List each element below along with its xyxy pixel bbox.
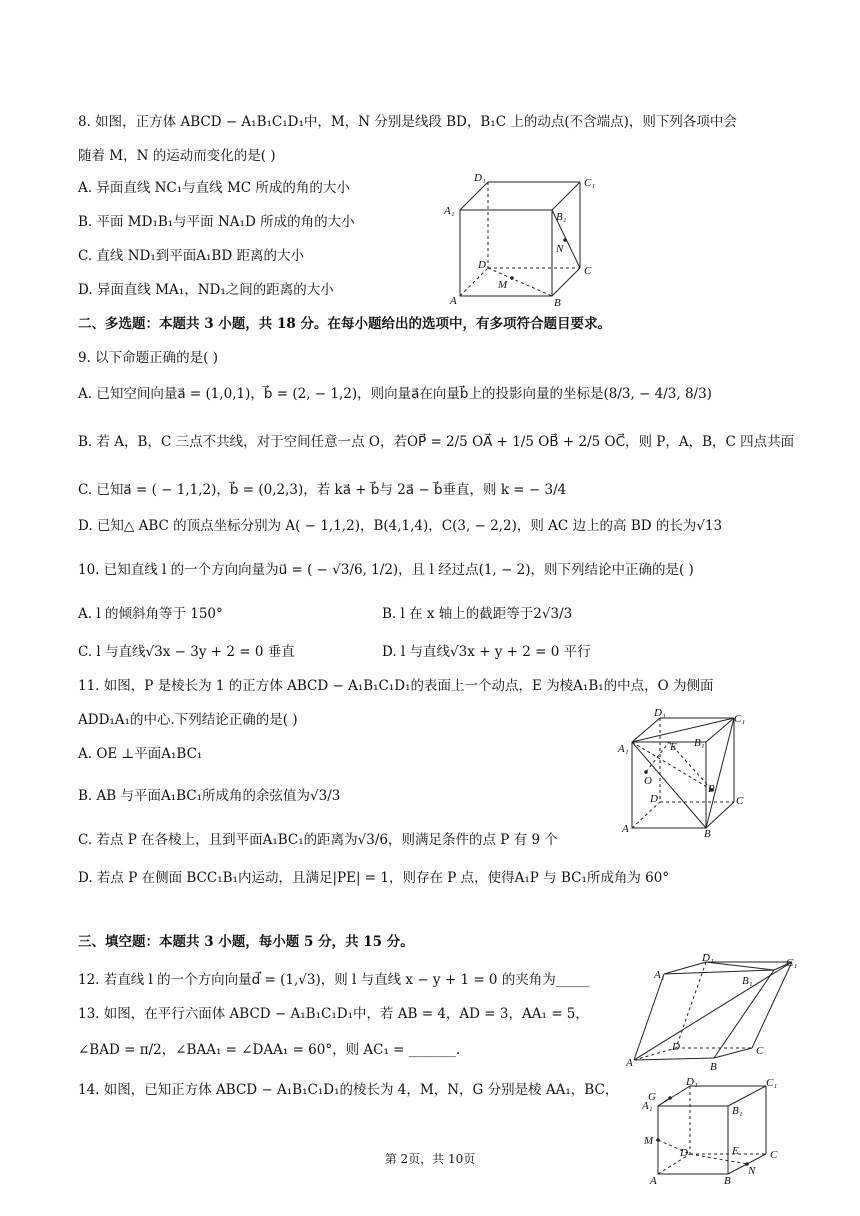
q9-option-c: C. 已知a⃗ = ( − 1,1,2)，b⃗ = (0,2,3)，若 ka⃗ + b⃗与 2a⃗ − b⃗垂直，则 k = − 3/4: [78, 482, 567, 498]
q9-option-b: B. 若 A，B，C 三点不共线，对于空间任意一点 O，若OP⃗ = 2/5 OA⃗ + 1/5 OB⃗ + 2/5 OC⃗，则 P，A，B，C 四点共面: [78, 434, 795, 450]
q8-label-b: B: [554, 297, 561, 308]
q8-label-a1: A₁: [444, 205, 455, 217]
q14-label-b: B: [724, 1175, 731, 1187]
q14-label-g: G: [648, 1091, 656, 1103]
q8-label-n: N: [556, 243, 564, 255]
q11-label-a: A: [622, 823, 629, 835]
q14-label-n: N: [748, 1165, 756, 1177]
q8-label-a: A: [450, 295, 457, 307]
q8-label-b1: B₁: [556, 211, 567, 223]
q14-cube-figure: [640, 1076, 790, 1188]
q11-stem-line2: ADD₁A₁的中心.下列结论正确的是( ): [78, 712, 298, 728]
q13-stem-line1: 13. 如图，在平行六面体 ABCD − A₁B₁C₁D₁中，若 AB = 4，AD = 3，AA₁ = 5，: [78, 1006, 589, 1022]
q11-label-a1: A₁: [618, 743, 629, 755]
q10-option-b: B. l 在 x 轴上的截距等于2√3/3: [382, 606, 573, 622]
q13-label-c1: C₁: [786, 957, 798, 969]
q8-option-d: D. 异面直线 MA₁，ND₁之间的距离的大小: [78, 282, 334, 298]
q8-stem-line2: 随着 M，N 的运动而变化的是( ): [78, 148, 276, 164]
q8-label-m: M: [498, 279, 508, 291]
q11-option-a: A. OE ⊥平面A₁BC₁: [78, 746, 203, 762]
q9-option-d: D. 已知△ ABC 的顶点坐标分别为 A( − 1,1,2)，B(4,1,4)，C(3, − 2,2)，则 AC 边上的高 BD 的长为√13: [78, 518, 723, 534]
q13-stem-line2: ∠BAD = π/2，∠BAA₁ = ∠DAA₁ = 60°，则 AC₁ = _______.: [78, 1042, 461, 1058]
q13-label-a: A: [626, 1057, 633, 1069]
q11-label-c1: C₁: [734, 713, 746, 725]
q14-label-a1: A₁: [642, 1100, 653, 1112]
q13-label-a1: A₁: [654, 969, 665, 981]
q14-stem: 14. 如图，已知正方体 ABCD − A₁B₁C₁D₁的棱长为 4，M，N，G 分别是棱 AA₁，BC，: [78, 1082, 619, 1098]
q10-option-d: D. l 与直线√3x + y + 2 = 0 平行: [382, 644, 591, 660]
section2-heading: 二、多选题：本题共 3 小题，共 18 分。在每小题给出的选项中，有多项符合题目要求。: [78, 316, 611, 332]
q14-label-d1: D₁: [686, 1076, 698, 1088]
q13-label-d1: D₁: [702, 952, 714, 964]
q11-label-d1: D₁: [654, 707, 666, 719]
q14-label-b1: B₁: [732, 1105, 743, 1117]
q8-option-b: B. 平面 MD₁B₁与平面 NA₁D 所成的角的大小: [78, 214, 355, 230]
q11-option-d: D. 若点 P 在侧面 BCC₁B₁内运动，且满足|PE| = 1，则存在 P 点，使得A₁P 与 BC₁所成角为 60°: [78, 870, 670, 886]
section3-heading: 三、填空题：本题共 3 小题，每小题 5 分，共 15 分。: [78, 934, 414, 950]
q14-label-c: C: [770, 1149, 778, 1161]
q8-label-c: C: [584, 265, 592, 277]
q8-label-c1: C₁: [584, 177, 596, 189]
q13-label-b1: B₁: [742, 975, 753, 987]
q8-cube-figure: [440, 168, 610, 308]
q11-label-e: E: [670, 741, 677, 753]
q11-stem-line1: 11. 如图，P 是棱长为 1 的正方体 ABCD − A₁B₁C₁D₁的表面上一个动点，E 为棱A₁B₁的中点，O 为侧面: [78, 678, 714, 694]
q13-label-b: B: [710, 1061, 717, 1072]
q8-label-d1: D₁: [474, 172, 486, 184]
q10-option-c: C. l 与直线√3x − 3y + 2 = 0 垂直: [78, 644, 295, 660]
q12-stem: 12. 若直线 l 的一个方向向量d⃗ = (1,√3)，则 l 与直线 x − y + 1 = 0 的夹角为_____: [78, 972, 590, 988]
q8-option-a: A. 异面直线 NC₁与直线 MC 所成的角的大小: [78, 180, 350, 196]
page-footer: 第 2页，共 10页: [384, 1152, 476, 1166]
q9-stem: 9. 以下命题正确的是( ): [78, 350, 218, 366]
q13-parallelepiped-figure: [624, 952, 804, 1072]
q11-label-p: P: [708, 783, 715, 795]
q14-label-c1: C₁: [766, 1077, 778, 1089]
q8-label-d: D: [478, 259, 486, 271]
q10-option-a: A. l 的倾斜角等于 150°: [78, 606, 223, 622]
q13-label-d: D: [672, 1041, 680, 1053]
q10-stem: 10. 已知直线 l 的一个方向向量为u⃗ = ( − √3/6, 1/2)，且 l 经过点(1, − 2)，则下列结论中正确的是( ): [78, 562, 694, 578]
q11-label-d: D: [650, 793, 658, 805]
q14-label-e: E: [732, 1145, 739, 1157]
q11-label-o: O: [644, 775, 652, 787]
q11-option-c: C. 若点 P 在各棱上，且到平面A₁BC₁的距离为√3/6，则满足条件的点 P 有 9 个: [78, 832, 558, 848]
q14-label-d: D: [680, 1147, 688, 1159]
q11-option-b: B. AB 与平面A₁BC₁所成角的余弦值为√3/3: [78, 788, 341, 804]
q14-label-a: A: [650, 1175, 657, 1187]
q13-label-c: C: [756, 1045, 764, 1057]
q9-option-a: A. 已知空间向量a⃗ = (1,0,1)，b⃗ = (2, − 1,2)，则向量a⃗在向量b⃗上的投影向量的坐标是(8/3, − 4/3, 8/3): [78, 386, 712, 402]
q8-option-c: C. 直线 ND₁到平面A₁BD 距离的大小: [78, 248, 304, 264]
q11-label-b: B: [704, 828, 711, 840]
q11-label-c: C: [736, 795, 744, 807]
q14-label-m: M: [644, 1135, 654, 1147]
q11-cube-figure: [616, 706, 756, 840]
q8-stem-line1: 8. 如图，正方体 ABCD − A₁B₁C₁D₁中，M，N 分别是线段 BD，B₁C 上的动点(不含端点)，则下列各项中会: [78, 114, 737, 130]
q11-label-b1: B₁: [694, 737, 705, 749]
